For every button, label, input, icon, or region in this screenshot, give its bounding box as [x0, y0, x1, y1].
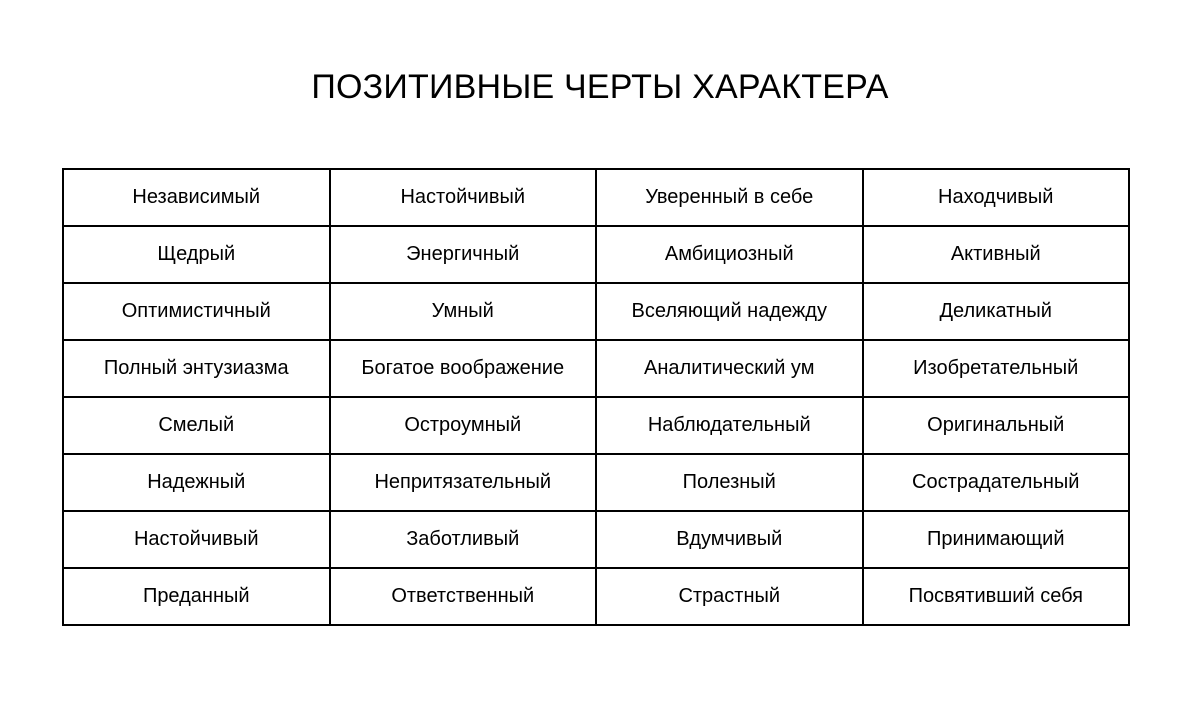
table-row: [63, 511, 1129, 568]
trait-cell: Остроумный: [330, 397, 597, 454]
trait-cell: Вдумчивый: [596, 511, 863, 568]
trait-cell: Амбициозный: [596, 226, 863, 283]
table-row: [63, 568, 1129, 625]
trait-cell: Посвятивший себя: [863, 568, 1130, 625]
trait-cell: Аналитический ум: [596, 340, 863, 397]
trait-cell: Ответственный: [330, 568, 597, 625]
trait-cell: Сострадательный: [863, 454, 1130, 511]
trait-cell: Богатое воображение: [330, 340, 597, 397]
trait-cell: Настойчивый: [63, 511, 330, 568]
trait-cell: Наблюдательный: [596, 397, 863, 454]
table-row: [63, 169, 1129, 226]
page-title: ПОЗИТИВНЫЕ ЧЕРТЫ ХАРАКТЕРА: [311, 68, 889, 106]
trait-cell: Энергичный: [330, 226, 597, 283]
trait-cell: Оригинальный: [863, 397, 1130, 454]
trait-cell: Преданный: [63, 568, 330, 625]
trait-cell: Заботливый: [330, 511, 597, 568]
trait-cell: Независимый: [63, 169, 330, 226]
trait-cell: Находчивый: [863, 169, 1130, 226]
table-row: [63, 340, 1129, 397]
trait-cell: Вселяющий надежду: [596, 283, 863, 340]
table-row: [63, 226, 1129, 283]
trait-cell: Принимающий: [863, 511, 1130, 568]
trait-cell: Полный энтузиазма: [63, 340, 330, 397]
trait-cell: Оптимистичный: [63, 283, 330, 340]
table-row: [63, 397, 1129, 454]
table-row: [63, 283, 1129, 340]
trait-cell: Полезный: [596, 454, 863, 511]
table-row: [63, 454, 1129, 511]
trait-cell: Страстный: [596, 568, 863, 625]
trait-cell: Смелый: [63, 397, 330, 454]
trait-cell: Деликатный: [863, 283, 1130, 340]
trait-cell: Умный: [330, 283, 597, 340]
trait-cell: Надежный: [63, 454, 330, 511]
trait-cell: Настойчивый: [330, 169, 597, 226]
traits-table: [62, 168, 1130, 626]
trait-cell: Изобретательный: [863, 340, 1130, 397]
trait-cell: Уверенный в себе: [596, 169, 863, 226]
trait-cell: Непритязательный: [330, 454, 597, 511]
trait-cell: Щедрый: [63, 226, 330, 283]
trait-cell: Активный: [863, 226, 1130, 283]
